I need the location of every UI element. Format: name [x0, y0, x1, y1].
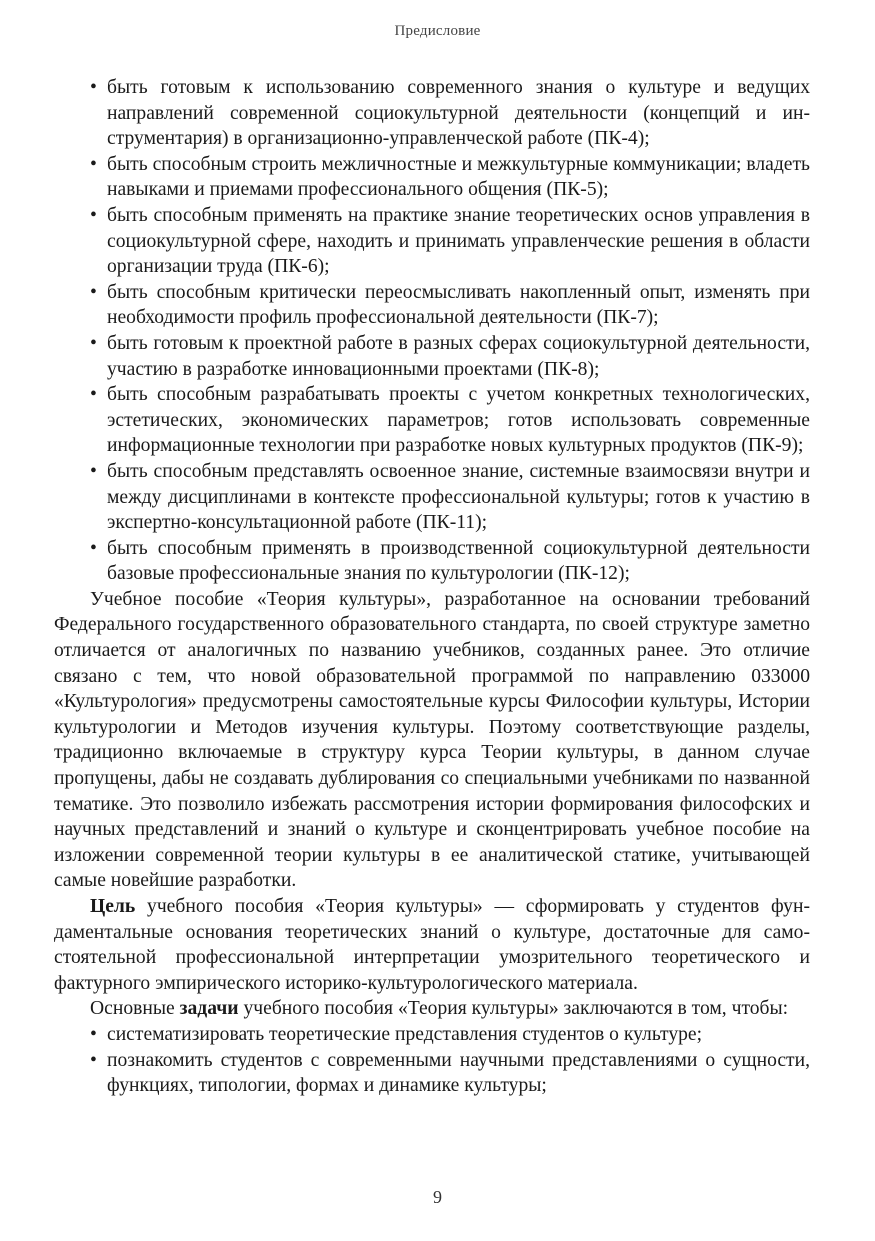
list-item: • быть способным применять на практике знание теоретических основ управления в социокультурной сфере, находить и принимать управленческие решения в области организации труда (ПК-6);	[54, 203, 810, 280]
list-item: • быть способным разрабатывать проекты с учетом конкретных технологических, эстетических, экономических параметров; готов использовать современные информационные технологии при разработке новых культурных продуктов (ПК-9);	[54, 382, 810, 459]
goal-term: Цель	[90, 896, 136, 917]
running-head: Предисловие	[394, 23, 481, 39]
tasks-paragraph	[54, 996, 810, 1022]
tasks-lead: Основные	[90, 998, 180, 1020]
list-item: • быть способным критически переосмысливать накопленный опыт, изменять при необходимости профиль профессиональной деятельности (ПК-7);	[54, 280, 810, 331]
competencies-list	[54, 75, 810, 587]
list-item: • познакомить студентов с современными научными представлениями о сущности, функциях, типологии, формах и динамике культуры;	[54, 1048, 810, 1099]
tasks-text: учебного пособия «Теория культуры» заключаются в том, чтобы:	[238, 998, 789, 1020]
list-item: • быть способным применять в производственной социокультурной деятельности базовые профессиональные знания по культурологии (ПК-12);	[54, 536, 810, 587]
tasks-term: задачи	[179, 998, 239, 1020]
goal-paragraph	[54, 894, 810, 996]
page-body	[54, 75, 810, 1099]
page-number: 9	[433, 1187, 442, 1207]
goal-text: учебного пособия «Теория культуры» — сформировать у студентов фундаментальные основания теоретических знаний о культуре, достаточные для самостоятельной профессиональной интерпретации умозрительного теоретического и фактурного эмпирического историко-культурологического материала.	[54, 896, 810, 994]
list-item: • быть способным строить межличностные и межкультурные коммуникации; владеть навыками и приемами профессионального общения (ПК-5);	[54, 152, 810, 203]
list-item: • быть готовым к проектной работе в разных сферах социокультурной деятельности, участию в разработке инновационными проектами (ПК-8);	[54, 331, 810, 382]
tasks-list	[54, 1022, 810, 1099]
list-item: • быть способным представлять освоенное знание, системные взаимосвязи внутри и между дисциплинами в контексте профессиональной культуры; готов к участию в экспертно-консультационной работе (ПК-11);	[54, 459, 810, 536]
list-item: • систематизировать теоретические представления студентов о культуре;	[54, 1022, 810, 1048]
list-item: • быть готовым к использованию современного знания о культуре и ведущих направлений современной социокультурной деятельности (концепций и инструментария) в организационно-управленческой работе (ПК-4);	[54, 75, 810, 152]
intro-paragraph: Учебное пособие «Теория культуры», разработанное на основании требований Федерального государственного образовательного стандарта, по своей структуре заметно отличается от аналогичных по названию учебников, созданных ранее. Это отличие связано с тем, что новой образовательной программой по направлению 033000 «Культурология» предусмотрены самостоятельные курсы Философии культуры, Истории культурологии и Методов изучения культуры. Поэтому соответствующие разделы, традиционно включаемые в структуру курса Теории культуры, в данном случае пропущены, дабы не создавать дублирования со специальными учебниками по названной тематике. Это позволило избежать рассмотрения истории формирования философских и научных представлений и знаний о культуре и сконцентрировать учебное пособие на изложении современной теории культуры в ее аналитической статике, учитывающей самые новейшие разработки.	[54, 588, 810, 892]
